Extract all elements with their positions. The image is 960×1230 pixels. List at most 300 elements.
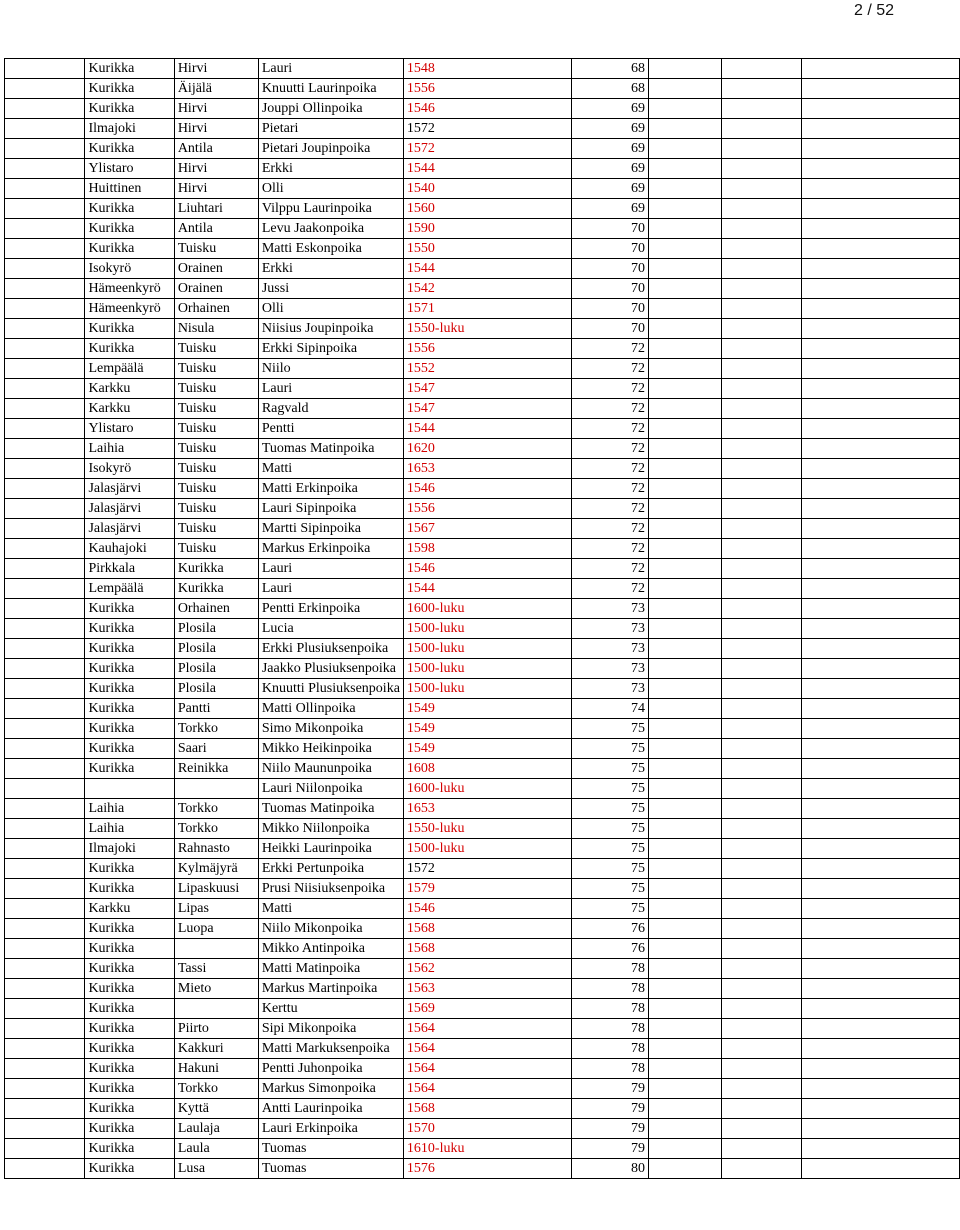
empty-cell bbox=[648, 659, 721, 679]
parish-cell: Kurikka bbox=[85, 99, 174, 119]
table-row bbox=[5, 739, 960, 759]
empty-cell bbox=[802, 799, 960, 819]
empty-cell bbox=[648, 199, 721, 219]
farm-cell: Lusa bbox=[174, 1159, 258, 1179]
page-cell: 70 bbox=[572, 239, 649, 259]
farm-cell: Torkko bbox=[174, 1079, 258, 1099]
farm-cell: Hirvi bbox=[174, 99, 258, 119]
empty-cell bbox=[721, 239, 801, 259]
parish-cell: Kurikka bbox=[85, 1059, 174, 1079]
empty-cell bbox=[802, 559, 960, 579]
empty-cell bbox=[5, 1099, 85, 1119]
empty-cell bbox=[802, 1039, 960, 1059]
person-cell: Lucia bbox=[258, 619, 403, 639]
empty-cell bbox=[802, 159, 960, 179]
parish-cell: Kurikka bbox=[85, 1079, 174, 1099]
empty-cell bbox=[721, 359, 801, 379]
page-cell: 75 bbox=[572, 839, 649, 859]
table-row bbox=[5, 459, 960, 479]
empty-cell bbox=[721, 599, 801, 619]
empty-cell bbox=[802, 759, 960, 779]
empty-cell bbox=[721, 419, 801, 439]
page-cell: 75 bbox=[572, 879, 649, 899]
year-cell: 1500-luku bbox=[403, 619, 572, 639]
year-cell: 1500-luku bbox=[403, 839, 572, 859]
year-cell: 1620 bbox=[403, 439, 572, 459]
person-cell: Matti bbox=[258, 459, 403, 479]
parish-cell: Kurikka bbox=[85, 1139, 174, 1159]
empty-cell bbox=[802, 919, 960, 939]
empty-cell bbox=[721, 959, 801, 979]
parish-cell: Kurikka bbox=[85, 219, 174, 239]
year-cell: 1564 bbox=[403, 1079, 572, 1099]
farm-cell: Torkko bbox=[174, 719, 258, 739]
empty-cell bbox=[802, 299, 960, 319]
empty-cell bbox=[648, 699, 721, 719]
person-cell: Levu Jaakonpoika bbox=[258, 219, 403, 239]
table-row bbox=[5, 1059, 960, 1079]
parish-cell: Kurikka bbox=[85, 919, 174, 939]
person-cell: Ragvald bbox=[258, 399, 403, 419]
empty-cell bbox=[721, 779, 801, 799]
person-cell: Mikko Niilonpoika bbox=[258, 819, 403, 839]
empty-cell bbox=[5, 799, 85, 819]
empty-cell bbox=[5, 619, 85, 639]
year-cell: 1653 bbox=[403, 459, 572, 479]
person-cell: Matti Eskonpoika bbox=[258, 239, 403, 259]
page-cell: 72 bbox=[572, 459, 649, 479]
page-cell: 70 bbox=[572, 219, 649, 239]
page-cell: 70 bbox=[572, 319, 649, 339]
farm-cell: Plosila bbox=[174, 639, 258, 659]
parish-cell: Kurikka bbox=[85, 139, 174, 159]
person-cell: Prusi Niisiuksenpoika bbox=[258, 879, 403, 899]
empty-cell bbox=[721, 1039, 801, 1059]
farm-cell: Kylmäjyrä bbox=[174, 859, 258, 879]
empty-cell bbox=[5, 579, 85, 599]
empty-cell bbox=[5, 299, 85, 319]
page-cell: 72 bbox=[572, 439, 649, 459]
empty-cell bbox=[721, 619, 801, 639]
farm-cell: Kurikka bbox=[174, 559, 258, 579]
table-row bbox=[5, 479, 960, 499]
parish-cell: Kurikka bbox=[85, 1099, 174, 1119]
empty-cell bbox=[648, 999, 721, 1019]
page-cell: 75 bbox=[572, 759, 649, 779]
table-row bbox=[5, 1119, 960, 1139]
person-cell: Jouppi Ollinpoika bbox=[258, 99, 403, 119]
year-cell: 1572 bbox=[403, 859, 572, 879]
empty-cell bbox=[648, 579, 721, 599]
year-cell: 1572 bbox=[403, 139, 572, 159]
empty-cell bbox=[721, 279, 801, 299]
empty-cell bbox=[721, 999, 801, 1019]
table-row bbox=[5, 239, 960, 259]
parish-cell: Kauhajoki bbox=[85, 539, 174, 559]
year-cell: 1579 bbox=[403, 879, 572, 899]
empty-cell bbox=[5, 359, 85, 379]
page-cell: 72 bbox=[572, 359, 649, 379]
farm-cell: Tuisku bbox=[174, 539, 258, 559]
year-cell: 1600-luku bbox=[403, 599, 572, 619]
empty-cell bbox=[5, 999, 85, 1019]
farm-cell: Hakuni bbox=[174, 1059, 258, 1079]
empty-cell bbox=[721, 439, 801, 459]
table-row bbox=[5, 619, 960, 639]
empty-cell bbox=[5, 559, 85, 579]
empty-cell bbox=[721, 899, 801, 919]
year-cell: 1567 bbox=[403, 519, 572, 539]
person-cell: Lauri bbox=[258, 59, 403, 79]
farm-cell: Orhainen bbox=[174, 299, 258, 319]
empty-cell bbox=[5, 1019, 85, 1039]
person-cell: Lauri Sipinpoika bbox=[258, 499, 403, 519]
empty-cell bbox=[802, 479, 960, 499]
parish-cell: Kurikka bbox=[85, 879, 174, 899]
table-row bbox=[5, 659, 960, 679]
farm-cell bbox=[174, 939, 258, 959]
page-cell: 73 bbox=[572, 619, 649, 639]
parish-cell: Kurikka bbox=[85, 939, 174, 959]
person-cell: Matti Markuksenpoika bbox=[258, 1039, 403, 1059]
farm-cell: Nisula bbox=[174, 319, 258, 339]
empty-cell bbox=[802, 439, 960, 459]
parish-cell bbox=[85, 779, 174, 799]
empty-cell bbox=[5, 99, 85, 119]
person-cell: Simo Mikonpoika bbox=[258, 719, 403, 739]
empty-cell bbox=[5, 399, 85, 419]
parish-cell: Kurikka bbox=[85, 959, 174, 979]
empty-cell bbox=[721, 159, 801, 179]
empty-cell bbox=[802, 619, 960, 639]
year-cell: 1550-luku bbox=[403, 319, 572, 339]
farm-cell: Laula bbox=[174, 1139, 258, 1159]
person-cell: Kerttu bbox=[258, 999, 403, 1019]
empty-cell bbox=[648, 79, 721, 99]
table-row bbox=[5, 379, 960, 399]
table-row bbox=[5, 959, 960, 979]
parish-cell: Pirkkala bbox=[85, 559, 174, 579]
empty-cell bbox=[648, 1059, 721, 1079]
page-cell: 80 bbox=[572, 1159, 649, 1179]
table-row bbox=[5, 299, 960, 319]
empty-cell bbox=[648, 939, 721, 959]
year-cell: 1556 bbox=[403, 339, 572, 359]
farm-cell: Luopa bbox=[174, 919, 258, 939]
table-row bbox=[5, 679, 960, 699]
page-cell: 72 bbox=[572, 339, 649, 359]
parish-cell: Kurikka bbox=[85, 1019, 174, 1039]
empty-cell bbox=[802, 579, 960, 599]
table-row bbox=[5, 399, 960, 419]
table-row bbox=[5, 339, 960, 359]
empty-cell bbox=[648, 899, 721, 919]
table-row bbox=[5, 779, 960, 799]
empty-cell bbox=[721, 939, 801, 959]
person-cell: Pietari bbox=[258, 119, 403, 139]
table-row bbox=[5, 939, 960, 959]
empty-cell bbox=[802, 739, 960, 759]
empty-cell bbox=[721, 1139, 801, 1159]
page-cell: 70 bbox=[572, 299, 649, 319]
page-cell: 69 bbox=[572, 159, 649, 179]
person-cell: Matti bbox=[258, 899, 403, 919]
page-cell: 73 bbox=[572, 659, 649, 679]
person-cell: Lauri bbox=[258, 579, 403, 599]
empty-cell bbox=[648, 119, 721, 139]
table-row bbox=[5, 999, 960, 1019]
year-cell: 1569 bbox=[403, 999, 572, 1019]
table-row bbox=[5, 579, 960, 599]
table-row bbox=[5, 419, 960, 439]
empty-cell bbox=[648, 379, 721, 399]
parish-cell: Kurikka bbox=[85, 739, 174, 759]
empty-cell bbox=[648, 1039, 721, 1059]
empty-cell bbox=[802, 79, 960, 99]
empty-cell bbox=[721, 1059, 801, 1079]
year-cell: 1570 bbox=[403, 1119, 572, 1139]
parish-cell: Lempäälä bbox=[85, 359, 174, 379]
empty-cell bbox=[648, 739, 721, 759]
empty-cell bbox=[721, 219, 801, 239]
empty-cell bbox=[5, 1039, 85, 1059]
person-cell: Erkki Pertunpoika bbox=[258, 859, 403, 879]
empty-cell bbox=[802, 999, 960, 1019]
page-cell: 73 bbox=[572, 599, 649, 619]
person-cell: Niilo bbox=[258, 359, 403, 379]
empty-cell bbox=[802, 279, 960, 299]
empty-cell bbox=[648, 599, 721, 619]
empty-cell bbox=[802, 119, 960, 139]
page-cell: 70 bbox=[572, 259, 649, 279]
year-cell: 1547 bbox=[403, 399, 572, 419]
page-indicator: 2 / 52 bbox=[853, 2, 894, 19]
empty-cell bbox=[802, 219, 960, 239]
page-cell: 79 bbox=[572, 1139, 649, 1159]
person-cell: Niisius Joupinpoika bbox=[258, 319, 403, 339]
table-row bbox=[5, 119, 960, 139]
farm-cell: Reinikka bbox=[174, 759, 258, 779]
empty-cell bbox=[721, 919, 801, 939]
table-row bbox=[5, 59, 960, 79]
page-cell: 75 bbox=[572, 859, 649, 879]
person-cell: Tuomas bbox=[258, 1139, 403, 1159]
year-cell: 1548 bbox=[403, 59, 572, 79]
page-cell: 75 bbox=[572, 719, 649, 739]
year-cell: 1500-luku bbox=[403, 639, 572, 659]
empty-cell bbox=[5, 679, 85, 699]
empty-cell bbox=[5, 319, 85, 339]
parish-cell: Karkku bbox=[85, 399, 174, 419]
person-cell: Erkki bbox=[258, 159, 403, 179]
empty-cell bbox=[721, 839, 801, 859]
person-cell: Tuomas Matinpoika bbox=[258, 439, 403, 459]
year-cell: 1564 bbox=[403, 1019, 572, 1039]
person-cell: Erkki Sipinpoika bbox=[258, 339, 403, 359]
year-cell: 1608 bbox=[403, 759, 572, 779]
empty-cell bbox=[721, 739, 801, 759]
page-cell: 78 bbox=[572, 999, 649, 1019]
table-row bbox=[5, 919, 960, 939]
empty-cell bbox=[721, 679, 801, 699]
empty-cell bbox=[721, 719, 801, 739]
table-row bbox=[5, 519, 960, 539]
empty-cell bbox=[5, 219, 85, 239]
year-cell: 1610-luku bbox=[403, 1139, 572, 1159]
empty-cell bbox=[648, 359, 721, 379]
empty-cell bbox=[5, 499, 85, 519]
table-row bbox=[5, 819, 960, 839]
table-row bbox=[5, 139, 960, 159]
parish-cell: Laihia bbox=[85, 819, 174, 839]
empty-cell bbox=[648, 59, 721, 79]
year-cell: 1590 bbox=[403, 219, 572, 239]
year-cell: 1564 bbox=[403, 1059, 572, 1079]
empty-cell bbox=[802, 1139, 960, 1159]
page-cell: 75 bbox=[572, 739, 649, 759]
year-cell: 1544 bbox=[403, 159, 572, 179]
empty-cell bbox=[648, 759, 721, 779]
table-row bbox=[5, 1159, 960, 1179]
parish-cell: Ilmajoki bbox=[85, 839, 174, 859]
empty-cell bbox=[5, 939, 85, 959]
empty-cell bbox=[802, 1059, 960, 1079]
empty-cell bbox=[802, 59, 960, 79]
table-row bbox=[5, 99, 960, 119]
farm-cell: Tuisku bbox=[174, 379, 258, 399]
empty-cell bbox=[721, 1099, 801, 1119]
empty-cell bbox=[648, 1079, 721, 1099]
empty-cell bbox=[5, 199, 85, 219]
empty-cell bbox=[648, 339, 721, 359]
page-cell: 69 bbox=[572, 139, 649, 159]
farm-cell: Orainen bbox=[174, 259, 258, 279]
empty-cell bbox=[802, 459, 960, 479]
year-cell: 1544 bbox=[403, 579, 572, 599]
empty-cell bbox=[5, 239, 85, 259]
empty-cell bbox=[802, 199, 960, 219]
parish-cell: Kurikka bbox=[85, 199, 174, 219]
page-cell: 72 bbox=[572, 499, 649, 519]
empty-cell bbox=[5, 79, 85, 99]
person-cell: Niilo Mikonpoika bbox=[258, 919, 403, 939]
year-cell: 1556 bbox=[403, 499, 572, 519]
empty-cell bbox=[5, 979, 85, 999]
year-cell: 1571 bbox=[403, 299, 572, 319]
page-cell: 69 bbox=[572, 179, 649, 199]
parish-cell: Kurikka bbox=[85, 319, 174, 339]
table-row bbox=[5, 699, 960, 719]
year-cell: 1544 bbox=[403, 419, 572, 439]
empty-cell bbox=[802, 699, 960, 719]
farm-cell: Liuhtari bbox=[174, 199, 258, 219]
empty-cell bbox=[5, 859, 85, 879]
year-cell: 1540 bbox=[403, 179, 572, 199]
page-cell: 79 bbox=[572, 1099, 649, 1119]
farm-cell: Tuisku bbox=[174, 419, 258, 439]
person-cell: Tuomas bbox=[258, 1159, 403, 1179]
table-row bbox=[5, 719, 960, 739]
year-cell: 1542 bbox=[403, 279, 572, 299]
empty-cell bbox=[721, 579, 801, 599]
empty-cell bbox=[648, 139, 721, 159]
farm-cell: Kakkuri bbox=[174, 1039, 258, 1059]
empty-cell bbox=[721, 139, 801, 159]
farm-cell: Tuisku bbox=[174, 239, 258, 259]
page-cell: 78 bbox=[572, 1019, 649, 1039]
person-cell: Mikko Antinpoika bbox=[258, 939, 403, 959]
empty-cell bbox=[802, 939, 960, 959]
empty-cell bbox=[5, 879, 85, 899]
empty-cell bbox=[5, 839, 85, 859]
empty-cell bbox=[5, 439, 85, 459]
empty-cell bbox=[648, 1119, 721, 1139]
farm-cell: Torkko bbox=[174, 799, 258, 819]
farm-cell: Kurikka bbox=[174, 579, 258, 599]
empty-cell bbox=[648, 179, 721, 199]
empty-cell bbox=[648, 1099, 721, 1119]
person-cell: Pentti Juhonpoika bbox=[258, 1059, 403, 1079]
farm-cell: Mieto bbox=[174, 979, 258, 999]
person-cell: Knuutti Plusiuksenpoika bbox=[258, 679, 403, 699]
farm-cell: Antila bbox=[174, 219, 258, 239]
parish-cell: Kurikka bbox=[85, 619, 174, 639]
table-row bbox=[5, 179, 960, 199]
page-cell: 69 bbox=[572, 99, 649, 119]
empty-cell bbox=[802, 379, 960, 399]
page-cell: 78 bbox=[572, 959, 649, 979]
table-row bbox=[5, 79, 960, 99]
year-cell: 1550 bbox=[403, 239, 572, 259]
farm-cell: Lipas bbox=[174, 899, 258, 919]
page-cell: 73 bbox=[572, 639, 649, 659]
empty-cell bbox=[802, 179, 960, 199]
empty-cell bbox=[648, 159, 721, 179]
year-cell: 1546 bbox=[403, 99, 572, 119]
table-row bbox=[5, 559, 960, 579]
page-cell: 72 bbox=[572, 579, 649, 599]
empty-cell bbox=[648, 799, 721, 819]
farm-cell: Orhainen bbox=[174, 599, 258, 619]
empty-cell bbox=[5, 899, 85, 919]
empty-cell bbox=[802, 1119, 960, 1139]
empty-cell bbox=[5, 419, 85, 439]
empty-cell bbox=[721, 179, 801, 199]
parish-cell: Hämeenkyrö bbox=[85, 299, 174, 319]
empty-cell bbox=[802, 839, 960, 859]
parish-cell: Laihia bbox=[85, 799, 174, 819]
empty-cell bbox=[5, 279, 85, 299]
empty-cell bbox=[5, 739, 85, 759]
farm-cell: Saari bbox=[174, 739, 258, 759]
table-row bbox=[5, 219, 960, 239]
person-cell: Lauri bbox=[258, 559, 403, 579]
empty-cell bbox=[5, 1119, 85, 1139]
empty-cell bbox=[802, 859, 960, 879]
page-cell: 68 bbox=[572, 59, 649, 79]
farm-cell: Plosila bbox=[174, 659, 258, 679]
empty-cell bbox=[5, 959, 85, 979]
page-cell: 78 bbox=[572, 979, 649, 999]
farm-cell bbox=[174, 779, 258, 799]
year-cell: 1549 bbox=[403, 699, 572, 719]
parish-cell: Ilmajoki bbox=[85, 119, 174, 139]
parish-cell: Kurikka bbox=[85, 979, 174, 999]
page-cell: 70 bbox=[572, 279, 649, 299]
year-cell: 1546 bbox=[403, 559, 572, 579]
table-row bbox=[5, 859, 960, 879]
table-row bbox=[5, 1139, 960, 1159]
